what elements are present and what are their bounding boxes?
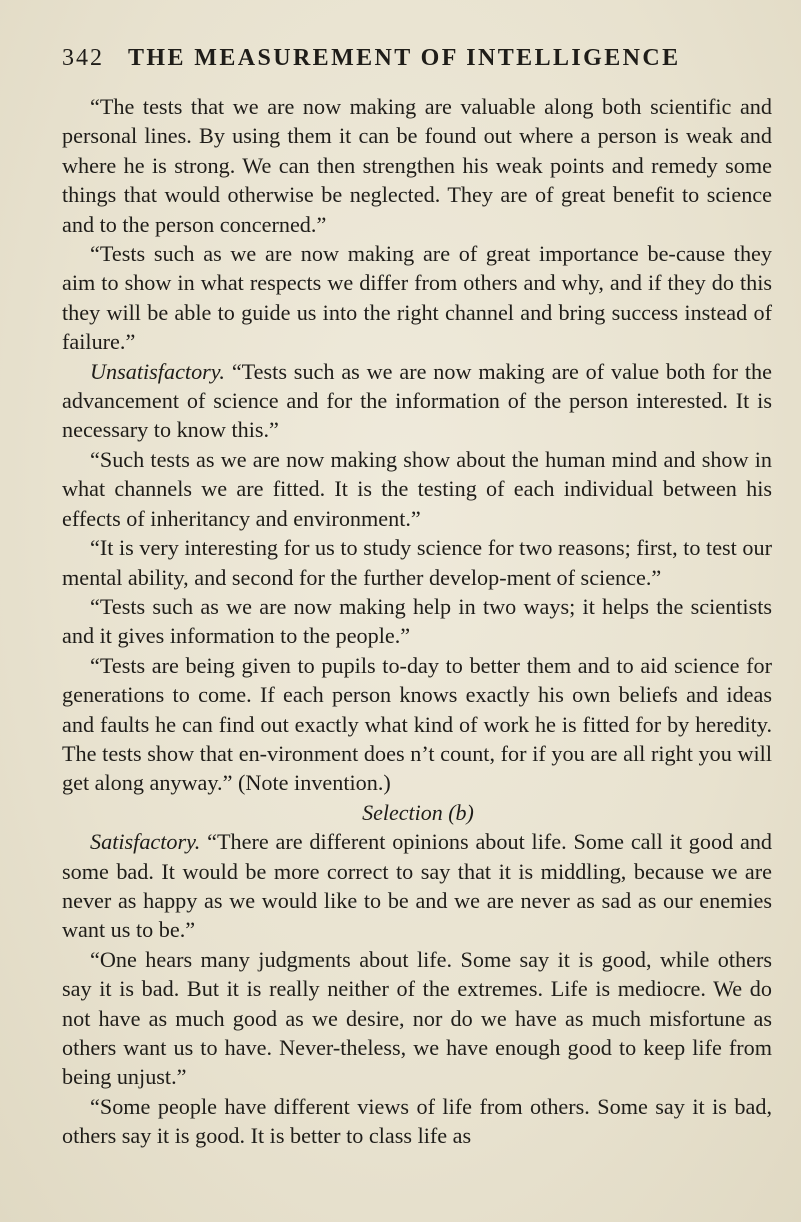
running-title: THE MEASUREMENT OF INTELLIGENCE — [128, 45, 681, 71]
paragraph: “One hears many judgments about life. Some say it is good, while others say it is bad. But it is really neither of the extremes. Life is mediocre. We do not have as much good as we desire, nor do we have as much misfortune as others want us to have. Never-theless, we have enough good to keep life from being unjust.” — [62, 946, 772, 1090]
paragraph: “The tests that we are now making are valuable along both scientific and personal lines. By using them it can be found out where a person is weak and where he is strong. We can then strengthen his weak points and remedy some things that would otherwise be neglected. They are of great benefit to science and to the person concerned.” — [62, 94, 772, 237]
page-number: 342 — [62, 45, 104, 71]
page-header — [62, 40, 762, 76]
unsatisfactory-paragraph — [62, 357, 772, 445]
paragraph: “Such tests as we are now making show about the human mind and show in what channels we are fitted. It is the testing of each individual between his effects of inheritancy and environment.” — [62, 446, 772, 531]
paragraph: “Tests such as we are now making help in two ways; it helps the scientists and it gives information to the people.” — [62, 593, 772, 649]
unsatisfactory-text: “Tests such as we are now making are of value both for the advancement of science and for the information of the person interested. It is necessary to know this.” — [62, 358, 772, 443]
paragraph: “Tests such as we are now making are of great importance be-cause they aim to show in what respects we differ from others and why, and if they do this they will be able to guide us into the right channel and bring success instead of failure.” — [62, 241, 772, 355]
satisfactory-text: “There are different opinions about life. Some call it good and some bad. It would be more correct to say that it is middling, because we are never as happy as we would like to be and we are never as sad as our enemies want us to be.” — [62, 829, 773, 943]
paragraph: “Some people have different views of life from others. Some say it is bad, others say it is good. It is better to class life as — [62, 1093, 772, 1149]
selection-heading: Selection (b) — [362, 799, 474, 825]
body-text — [62, 92, 772, 1151]
satisfactory-label: Satisfactory. — [90, 829, 201, 855]
paragraph: “It is very interesting for us to study science for two reasons; first, to test our mental ability, and second for the further develop-ment of science.” — [62, 535, 772, 590]
satisfactory-paragraph — [62, 827, 772, 945]
unsatisfactory-label: Unsatisfactory. — [90, 358, 225, 384]
paragraph: “Tests are being given to pupils to-day to better them and to aid science for generations to come. If each person knows exactly his own beliefs and ideas and faults he can find out exactly what kind of work he is fitted for by heredity. The tests show that en-vironment does n’t count, for if you are all right you will get along anyway.” (Note invention.) — [62, 652, 772, 796]
